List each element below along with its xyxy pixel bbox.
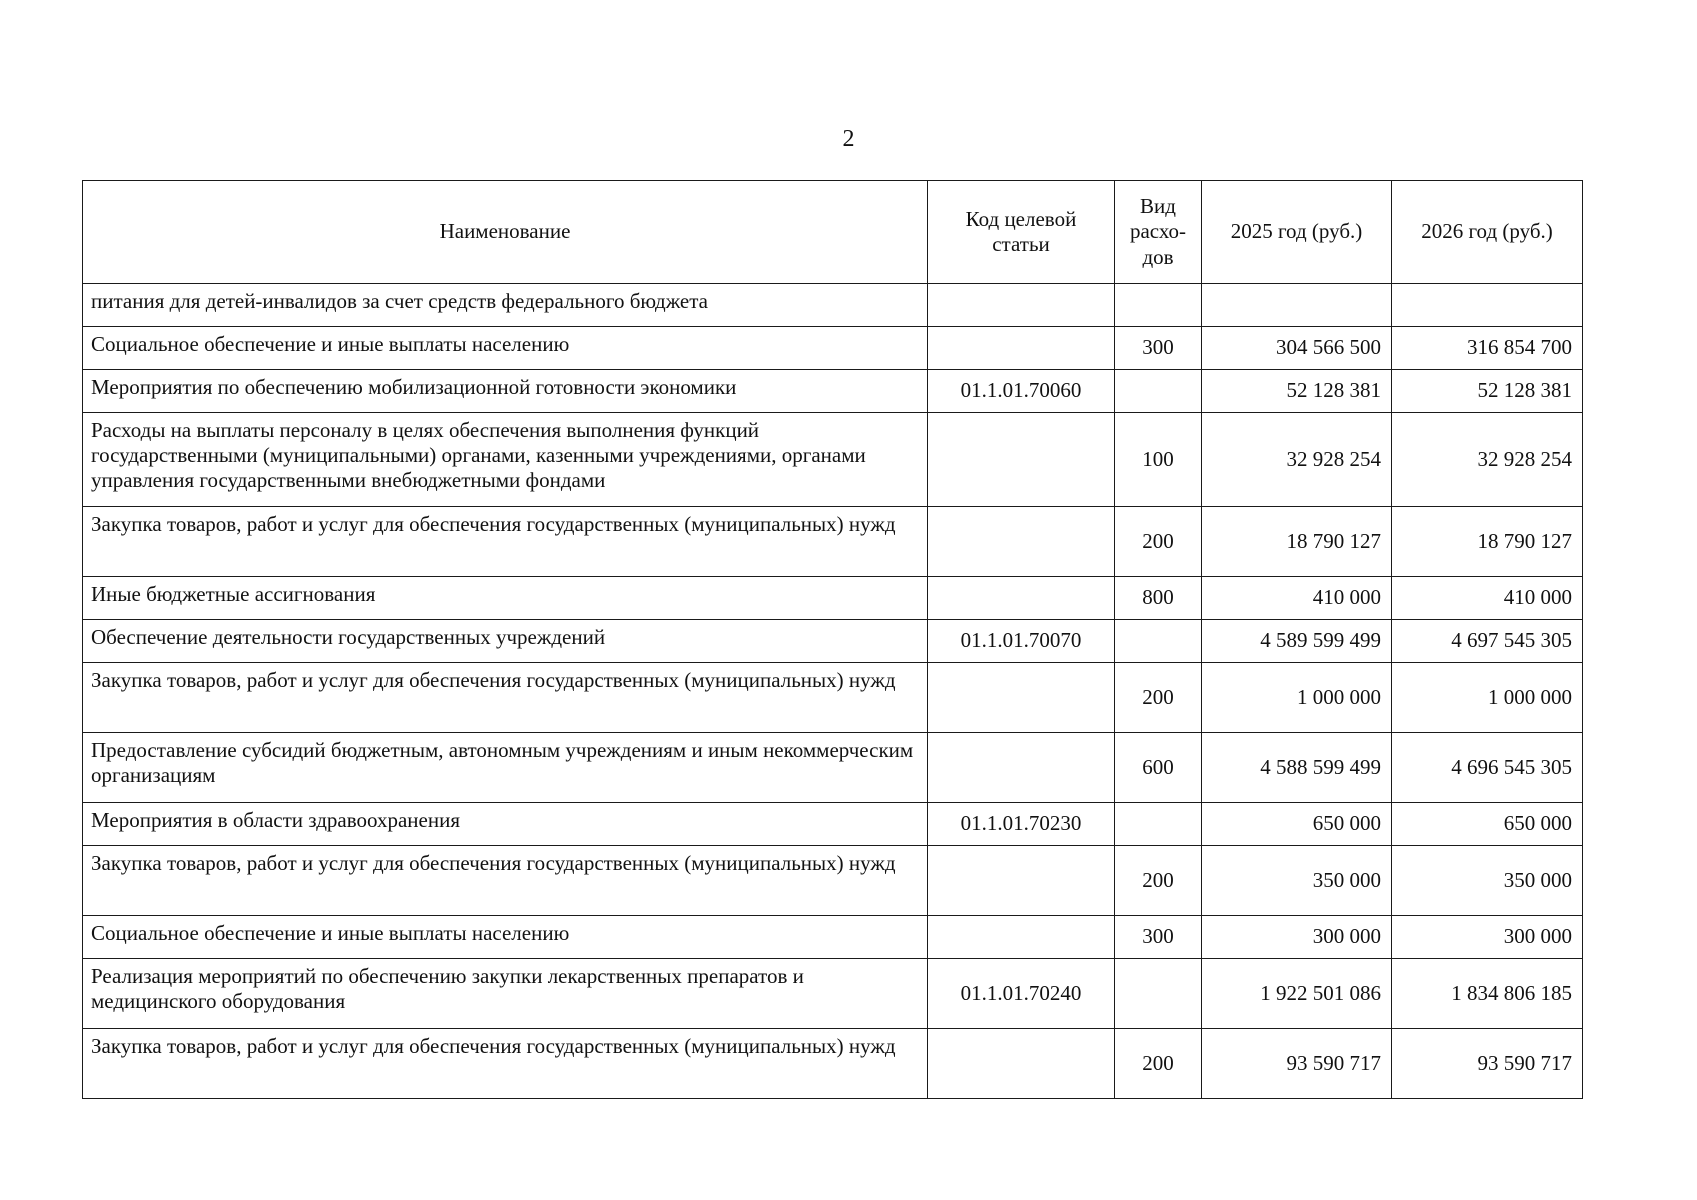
cell-2026: 4 697 545 305 [1392,620,1583,663]
cell-code [928,846,1115,916]
cell-code: 01.1.01.70070 [928,620,1115,663]
header-2025: 2025 год (руб.) [1202,181,1392,284]
cell-name: Мероприятия в области здравоохранения [83,803,928,846]
cell-name: питания для детей-инвалидов за счет средств федерального бюджета [83,284,928,327]
cell-name: Социальное обеспечение и иные выплаты населению [83,916,928,959]
cell-code: 01.1.01.70240 [928,959,1115,1029]
cell-kind [1115,803,1202,846]
table-row [83,916,1583,959]
cell-name: Расходы на выплаты персоналу в целях обеспечения выполнения функций государственными (муниципальными) органами, казенными учреждениями, органами управления государственными внебюджетными фондами [83,413,928,507]
cell-2026: 4 696 545 305 [1392,733,1583,803]
table-row [83,1029,1583,1099]
cell-code [928,507,1115,577]
cell-2025: 410 000 [1202,577,1392,620]
cell-2026: 32 928 254 [1392,413,1583,507]
cell-kind: 200 [1115,846,1202,916]
cell-2026: 650 000 [1392,803,1583,846]
table-header [83,181,1583,284]
table-row [83,620,1583,663]
cell-2025: 1 922 501 086 [1202,959,1392,1029]
cell-name: Иные бюджетные ассигнования [83,577,928,620]
cell-name: Обеспечение деятельности государственных учреждений [83,620,928,663]
cell-2026: 52 128 381 [1392,370,1583,413]
cell-kind [1115,284,1202,327]
budget-table [82,180,1583,1099]
cell-2026: 300 000 [1392,916,1583,959]
cell-code: 01.1.01.70060 [928,370,1115,413]
table-row [83,370,1583,413]
cell-kind: 800 [1115,577,1202,620]
header-code: Код целевой статьи [928,181,1115,284]
table-row [83,959,1583,1029]
cell-2025: 304 566 500 [1202,327,1392,370]
cell-kind: 200 [1115,507,1202,577]
cell-2025: 350 000 [1202,846,1392,916]
table-row [83,284,1583,327]
cell-code [928,663,1115,733]
cell-kind [1115,620,1202,663]
cell-code [928,413,1115,507]
table-body [83,284,1583,1099]
header-kind: Вид расхо-дов [1115,181,1202,284]
cell-code [928,1029,1115,1099]
cell-code [928,733,1115,803]
cell-2025: 52 128 381 [1202,370,1392,413]
cell-name: Реализация мероприятий по обеспечению закупки лекарственных препаратов и медицинского оборудования [83,959,928,1029]
cell-code [928,577,1115,620]
cell-kind: 300 [1115,916,1202,959]
cell-name: Предоставление субсидий бюджетным, автономным учреждениям и иным некоммерческим организациям [83,733,928,803]
cell-name: Закупка товаров, работ и услуг для обеспечения государственных (муниципальных) нужд [83,663,928,733]
table-row [83,327,1583,370]
cell-kind: 100 [1115,413,1202,507]
cell-2026: 316 854 700 [1392,327,1583,370]
cell-2026: 93 590 717 [1392,1029,1583,1099]
cell-code: 01.1.01.70230 [928,803,1115,846]
cell-2025: 650 000 [1202,803,1392,846]
cell-2025: 1 000 000 [1202,663,1392,733]
cell-2025: 4 589 599 499 [1202,620,1392,663]
cell-kind [1115,370,1202,413]
header-name: Наименование [83,181,928,284]
cell-2025: 93 590 717 [1202,1029,1392,1099]
cell-name: Закупка товаров, работ и услуг для обеспечения государственных (муниципальных) нужд [83,507,928,577]
header-row [83,181,1583,284]
cell-2026: 1 000 000 [1392,663,1583,733]
cell-2025: 18 790 127 [1202,507,1392,577]
header-2026: 2026 год (руб.) [1392,181,1583,284]
cell-code [928,916,1115,959]
cell-2026: 18 790 127 [1392,507,1583,577]
table-row [83,413,1583,507]
cell-kind: 300 [1115,327,1202,370]
table-row [83,507,1583,577]
table-row [83,846,1583,916]
cell-kind: 200 [1115,1029,1202,1099]
page-number: 2 [842,126,855,152]
table-row [83,733,1583,803]
cell-code [928,284,1115,327]
cell-2026: 1 834 806 185 [1392,959,1583,1029]
cell-name: Закупка товаров, работ и услуг для обеспечения государственных (муниципальных) нужд [83,846,928,916]
cell-name: Мероприятия по обеспечению мобилизационной готовности экономики [83,370,928,413]
cell-name: Социальное обеспечение и иные выплаты населению [83,327,928,370]
table-row [83,577,1583,620]
cell-code [928,327,1115,370]
cell-kind: 200 [1115,663,1202,733]
cell-2025 [1202,284,1392,327]
cell-2026: 410 000 [1392,577,1583,620]
cell-name: Закупка товаров, работ и услуг для обеспечения государственных (муниципальных) нужд [83,1029,928,1099]
cell-2026 [1392,284,1583,327]
cell-kind [1115,959,1202,1029]
table-row [83,663,1583,733]
cell-2025: 32 928 254 [1202,413,1392,507]
cell-2026: 350 000 [1392,846,1583,916]
table-row [83,803,1583,846]
cell-2025: 4 588 599 499 [1202,733,1392,803]
cell-kind: 600 [1115,733,1202,803]
cell-2025: 300 000 [1202,916,1392,959]
